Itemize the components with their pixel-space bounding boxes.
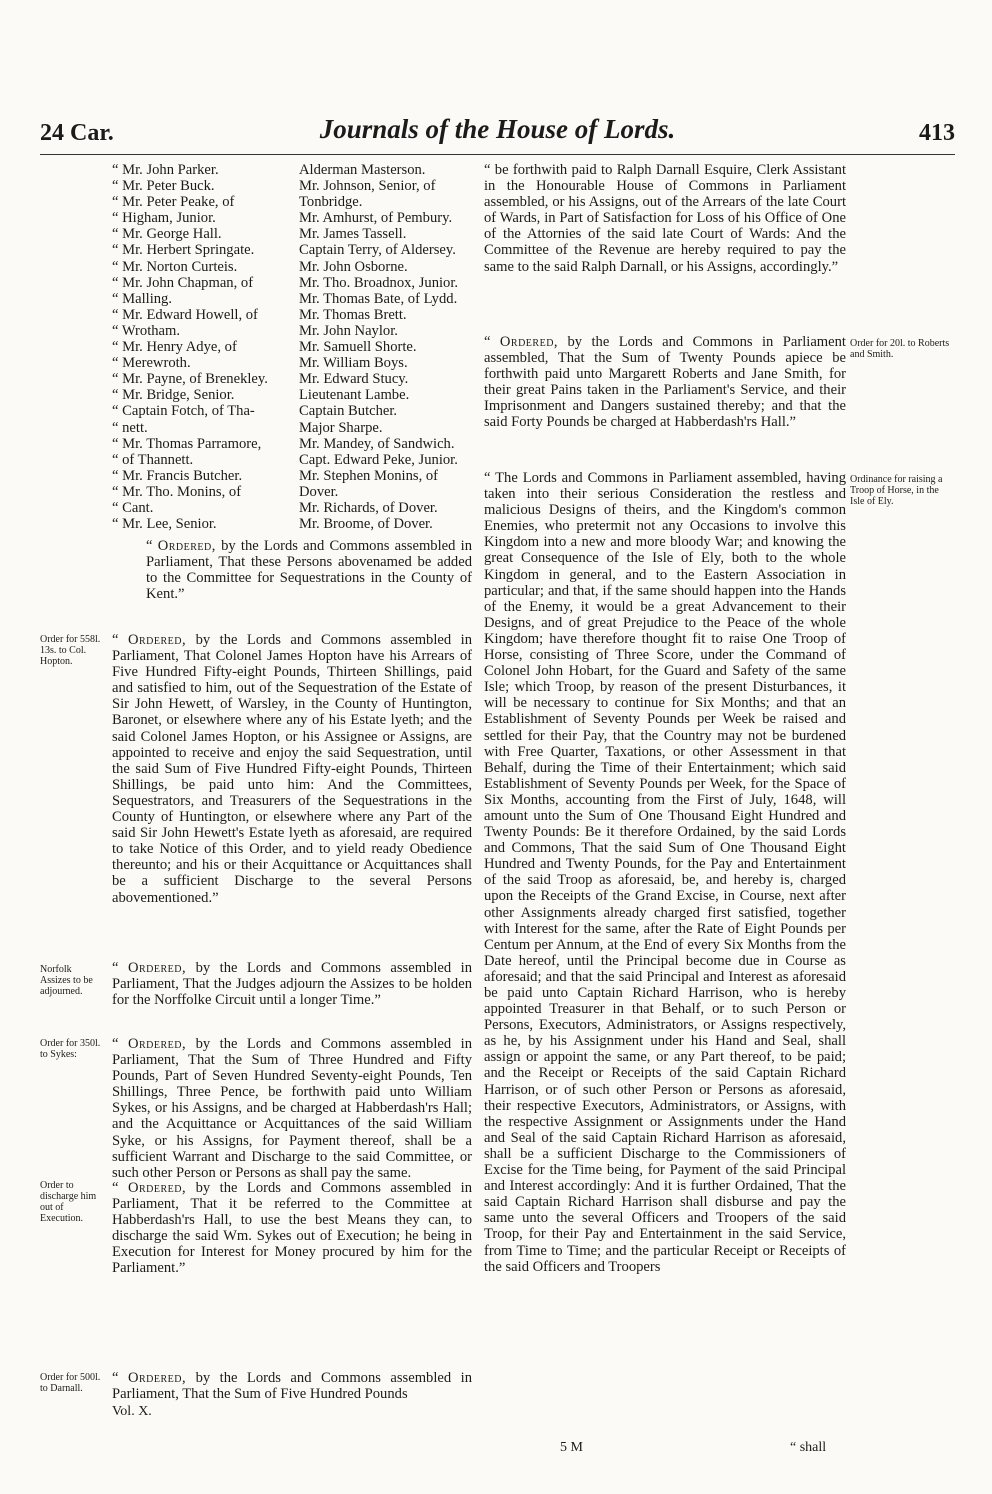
name-right: Captain Butcher. xyxy=(299,403,398,420)
regnal-year: 24 Car. xyxy=(40,120,114,146)
name-right: Mr. Thomas Brett. xyxy=(299,306,407,323)
name-row xyxy=(112,468,484,484)
header-rule xyxy=(40,154,955,155)
name-row xyxy=(112,291,484,307)
name-row xyxy=(112,178,484,194)
name-left: “ nett. xyxy=(112,419,148,436)
ordered-lead: Ordered, xyxy=(499,334,559,350)
norfolk-order-text: by the Lords and Commons assembled in Parliament, That the Judges adjourn the Assizes to be holden for the Norffolke Circuit until a longer Time.” xyxy=(112,960,472,1009)
name-left: “ Mr. Lee, Senior. xyxy=(112,516,217,533)
name-row xyxy=(112,452,484,468)
name-right: Mr. James Tassell. xyxy=(299,226,407,243)
name-row xyxy=(112,516,484,532)
name-row xyxy=(112,339,484,355)
sykes-order-text: by the Lords and Commons assembled in Parliament, That the Sum of Three Hundred and Fifty Pounds, Part of Seven Hundred Seventy-eight Pounds, Ten Shillings, Three Pence, be forthwith paid unto William Sykes, or his Assigns, and be charged at Habberdash'rs Hall; and the Acquittance or Acquittances of the said William Syke, or his Assigns, for Payment thereof, shall be a sufficient Warrant and Discharge to the said Committee, or such other Person or Persons as shall pay the same. xyxy=(112,1036,472,1181)
name-right: Lieutenant Lambe. xyxy=(299,387,410,404)
name-row xyxy=(112,242,484,258)
darnall-order: “ Ordered, by the Lords and Commons assembled in Parliament, That the Sum of Five Hundred Pounds xyxy=(112,1370,472,1403)
name-right: Mr. Johnson, Senior, of xyxy=(299,178,436,195)
name-right: Mr. Broome, of Dover. xyxy=(299,516,433,533)
signature-mark: 5 M xyxy=(560,1440,583,1455)
name-right: Mr. John Osborne. xyxy=(299,258,408,275)
name-left: “ Mr. Payne, of Brenekley. xyxy=(112,371,268,388)
margin-note-hopton: Order for 558l. 13s. to Col. Hopton. xyxy=(40,634,101,667)
margin-note-ely: Ordinance for raising a Troop of Horse, in the Isle of Ely. xyxy=(850,474,943,507)
name-row xyxy=(112,162,484,178)
name-right: Alderman Masterson. xyxy=(299,162,426,178)
ordered-lead: Ordered, xyxy=(157,538,216,554)
name-row xyxy=(112,355,484,371)
name-row xyxy=(112,259,484,275)
name-right: Mr. Edward Stucy. xyxy=(299,371,409,388)
name-right: Capt. Edward Peke, Junior. xyxy=(299,451,458,468)
name-left: “ Mr. Peter Buck. xyxy=(112,178,215,195)
name-left: “ Mr. John Chapman, of xyxy=(112,274,254,291)
margin-note-norfolk: Norfolk Assizes to be adjourned. xyxy=(40,964,93,997)
name-left: “ Merewroth. xyxy=(112,355,191,372)
name-left: “ Malling. xyxy=(112,290,172,307)
name-row xyxy=(112,226,484,242)
page-number: 413 xyxy=(919,120,955,146)
committee-names-list xyxy=(112,162,484,532)
name-left: “ Captain Fotch, of Tha- xyxy=(112,403,255,420)
name-row xyxy=(112,403,484,419)
margin-note-discharge: Order to discharge him out of Execution. xyxy=(40,1180,97,1224)
margin-note-sykes: Order for 350l. to Sykes: xyxy=(40,1038,101,1060)
name-left: “ Mr. Edward Howell, of xyxy=(112,306,258,323)
name-left: “ Mr. Herbert Springate. xyxy=(112,242,255,259)
name-right: Major Sharpe. xyxy=(299,419,383,436)
name-left: “ Mr. Francis Butcher. xyxy=(112,467,243,484)
name-row xyxy=(112,210,484,226)
name-right: Captain Terry, of Aldersey. xyxy=(299,242,456,259)
volume-label: Vol. X. xyxy=(112,1404,152,1419)
name-left: “ Mr. Tho. Monins, of xyxy=(112,483,242,500)
ordered-lead: Ordered, xyxy=(127,632,187,648)
roberts-order-text: by the Lords and Commons in Parliament assembled, That the Sum of Twenty Pounds apiece be forthwith paid unto Margarett Roberts and Jane Smith, for their great Pains taken in the Parliament's Service, and their Imprisonment and Dangers sustained thereby; and that the said Forty Pounds be charged at Habberdash'rs Hall.” xyxy=(484,334,846,431)
darnall-order-continued: “ be forthwith paid to Ralph Darnall Esquire, Clerk Assistant in the Honourable House of Commons in Parliament assembled, or his Assigns, out of the Arrears of the late Court of Wards, in Part of Satisfaction for Loss of his Office of One of the Attornies of the said late Court of Wards: And the Committee of the Revenue are hereby required to pay the same to the said Ralph Darnall, or his Assigns, accordingly.” xyxy=(484,162,846,275)
name-right: Mr. Mandey, of Sandwich. xyxy=(299,435,455,452)
catchword: “ shall xyxy=(790,1440,827,1455)
roberts-order: “ Ordered, by the Lords and Commons in Parliament assembled, That the Sum of Twenty Pounds apiece be forthwith paid unto Margarett Roberts and Jane Smith, for their great Pains taken in the Parliament's Service, and their Imprisonment and Dangers sustained thereby; and that the said Forty Pounds be charged at Habberdash'rs Hall.” xyxy=(484,334,846,431)
discharge-order-text: by the Lords and Commons assembled in Parliament, That it be referred to the Committee at Habberdash'rs Hall, to use the best Means they can, to discharge the said Wm. Sykes out of Execution; he being in Execution for Interest for Money procured by him for the Parliament.” xyxy=(112,1180,472,1277)
name-right: Mr. Thomas Bate, of Lydd. xyxy=(299,290,458,307)
name-row xyxy=(112,387,484,403)
name-left: “ Mr. Thomas Parramore, xyxy=(112,435,262,452)
name-row xyxy=(112,420,484,436)
ordered-lead: Ordered, xyxy=(127,1180,187,1196)
kent-order-text: by the Lords and Commons assembled in Parliament, That these Persons abovenamed be added to the Committee for Sequestrations in the County of Kent.” xyxy=(146,538,472,603)
name-right: Mr. Samuell Shorte. xyxy=(299,339,417,356)
name-right: Mr. John Naylor. xyxy=(299,322,398,339)
hopton-order-text: by the Lords and Commons assembled in Parliament, That Colonel James Hopton have his Arrears of Five Hundred Fifty-eight Pounds, Thirteen Shillings, paid and satisfied to him, out of the Sequestration of the Estate of Sir John Hewett, of Warsley, in the County of Huntington, Baronet, or elsewhere where any of his Estate lyeth; and the said Colonel James Hopton, or his Assignee or Assigns, are appointed to receive and enjoy the said Sequestration, until the said Sum of Five Hundred Fifty-eight Pounds, Thirteen Shillings, be paid unto him: And the Committees, Sequestrators, and Treasurers of the Sequestrations in the County of Huntington, or elsewhere where any Part of the said Sir John Hewett's Estate lyeth as aforesaid, are required to take Notice of this Order, and to yield ready Obedience thereunto; and his or their Acquittance or Acquittances shall be a sufficient Discharge to the several Persons abovementioned.” xyxy=(112,632,472,906)
name-left: “ Mr. Henry Adye, of xyxy=(112,339,237,356)
hopton-order: “ Ordered, by the Lords and Commons assembled in Parliament, That Colonel James Hopton have his Arrears of Five Hundred Fifty-eight Pounds, Thirteen Shillings, paid and satisfied to him, out of the Sequestration of the Estate of Sir John Hewett, of Warsley, in the County of Huntington, Baronet, or elsewhere where any of his Estate lyeth; and the said Colonel James Hopton, or his Assignee or Assigns, are appointed to receive and enjoy the said Sequestration, until the said Sum of Five Hundred Fifty-eight Pounds, Thirteen Shillings, be paid unto him: And the Committees, Sequestrators, and Treasurers of the Sequestrations in the County of Huntington, or elsewhere where any Part of the said Sir John Hewett's Estate lyeth as aforesaid, are required to take Notice of this Order, and to yield ready Obedience thereunto; and his or their Acquittance or Acquittances shall be a sufficient Discharge to the several Persons abovementioned.” xyxy=(112,632,472,906)
name-right: Mr. William Boys. xyxy=(299,355,408,372)
name-left: “ Mr. Bridge, Senior. xyxy=(112,387,235,404)
ely-ordinance: “ The Lords and Commons in Parliament assembled, having taken into their serious Consideration the restless and malicious Designs of theirs, and the Kingdom's common Enemies, who pretermit not any Occasions to involve this Kingdom into a new and more bloody War; and knowing the great Consequence of the Isle of Ely, both to the whole Kingdom in general, and to the Eastern Association in particular; and that, if the same should happen into the Hands of the Enemy, it would be a great Advancement to their Designs, and of great Prejudice to the Peace of the whole Kingdom; have therefore thought fit to raise One Troop of Horse, consisting of Three Score, under the Command of Colonel John Hobart, for the Guard and Safety of the same Isle; which Troop, by reason of the present Disturbances, it will be necessary to continue for Six Months; and that an Establishment of Seventy Pounds per Week be raised and settled for their Pay, that the Country may not be burdened with Free Quarter, Taxations, or other Assessment in that Behalf, during the Time of their Entertainment; which said Establishment of Seventy Pounds per Week, for the Space of Six Months, accounting from the First of July, 1648, will amount unto the Sum of One Thousand Eight Hundred and Twenty Pounds: Be it therefore Ordained, by the said Lords and Commons, That the said Sum of One Thousand Eight Hundred and Twenty Pounds, for the Pay and Entertainment of the said Troop as aforesaid, be, and hereby is, charged upon the Receipts of the Grand Excise, in Course, next after other Assignments already charged first satisfied, together with Interest for the same, after the Rate of Eight Pounds per Centum per Annum, at the End of every Six Months from the Date hereof, until the Principal become due in Course as aforesaid; and that the said Principal and Interest as aforesaid be paid unto Captain Richard Harrison, who is hereby appointed Treasurer in that Behalf, or to such Person or Persons, Executors, Administrators, or Assigns respectively, as he, by his Assignment under his Hand and Seal, shall assign or appoint the same, or any Part thereof, to be paid; and the Receipt or Receipts of the said Captain Richard Harrison, or of such other Person or Persons as aforesaid, their respective Executors, Administrators, or Assigns, with the respective Assignment or Assignments under the Hand and Seal of the said Captain Richard Harrison as aforesaid, shall be a sufficient Discharge to the Commissioners of Excise for the Time being, for Payment of the said Principal and Interest accordingly: And it is further Ordained, That the said Captain Richard Harrison shall disburse and pay the same unto the several Officers and Troopers of the said Troop, for their Pay and Entertainment in the said Service, from Time to Time; and the particular Receipt or Receipts of the said Officers and Troopers xyxy=(484,470,846,1275)
name-left: “ Wrotham. xyxy=(112,322,181,339)
kent-order: “ Ordered, by the Lords and Commons assembled in Parliament, That these Persons abovenamed be added to the Committee for Sequestrations in the County of Kent.” xyxy=(146,538,472,603)
ordered-lead: Ordered, xyxy=(127,1370,187,1386)
name-row xyxy=(112,307,484,323)
discharge-order: “ Ordered, by the Lords and Commons assembled in Parliament, That it be referred to the Committee at Habberdash'rs Hall, to use the best Means they can, to discharge the said Wm. Sykes out of Execution; he being in Execution for Interest for Money procured by him for the Parliament.” xyxy=(112,1180,472,1277)
name-row xyxy=(112,275,484,291)
norfolk-order: “ Ordered, by the Lords and Commons assembled in Parliament, That the Judges adjourn the Assizes to be holden for the Norffolke Circuit until a longer Time.” xyxy=(112,960,472,1009)
page-header xyxy=(40,114,955,154)
name-right: Dover. xyxy=(299,483,339,500)
margin-note-roberts: Order for 20l. to Roberts and Smith. xyxy=(850,338,950,360)
name-left: “ Higham, Junior. xyxy=(112,210,216,227)
name-left: “ Mr. Peter Peake, of xyxy=(112,194,235,211)
ordered-lead: Ordered, xyxy=(127,1036,187,1052)
name-row xyxy=(112,323,484,339)
name-row xyxy=(112,500,484,516)
name-left: “ of Thannett. xyxy=(112,451,194,468)
ordered-lead: Ordered, xyxy=(127,960,187,976)
name-left: “ Mr. George Hall. xyxy=(112,226,222,243)
name-row xyxy=(112,484,484,500)
name-row xyxy=(112,436,484,452)
name-left: “ Mr. John Parker. xyxy=(112,162,219,178)
name-right: Tonbridge. xyxy=(299,194,363,211)
name-right: Mr. Amhurst, of Pembury. xyxy=(299,210,453,227)
name-left: “ Cant. xyxy=(112,499,154,516)
margin-note-darnall: Order for 500l. to Darnall. xyxy=(40,1372,101,1394)
name-row xyxy=(112,194,484,210)
name-left: “ Mr. Norton Curteis. xyxy=(112,258,238,275)
sykes-order: “ Ordered, by the Lords and Commons assembled in Parliament, That the Sum of Three Hundred and Fifty Pounds, Part of Seven Hundred Seventy-eight Pounds, Ten Shillings, Three Pence, be forthwith paid unto William Sykes, or his Assigns, and be charged at Habberdash'rs Hall; and the Acquittance or Acquittances of the said William Syke, or his Assigns, for Payment thereof, shall be a sufficient Warrant and Discharge to the said Committee, or such other Person or Persons as shall pay the same. xyxy=(112,1036,472,1181)
name-row xyxy=(112,371,484,387)
name-right: Mr. Stephen Monins, of xyxy=(299,467,439,484)
running-title: Journals of the House of Lords. xyxy=(319,114,676,144)
name-right: Mr. Tho. Broadnox, Junior. xyxy=(299,274,459,291)
name-right: Mr. Richards, of Dover. xyxy=(299,499,438,516)
darnall-order-text: by the Lords and Commons assembled in Parliament, That the Sum of Five Hundred Pounds xyxy=(112,1370,472,1403)
